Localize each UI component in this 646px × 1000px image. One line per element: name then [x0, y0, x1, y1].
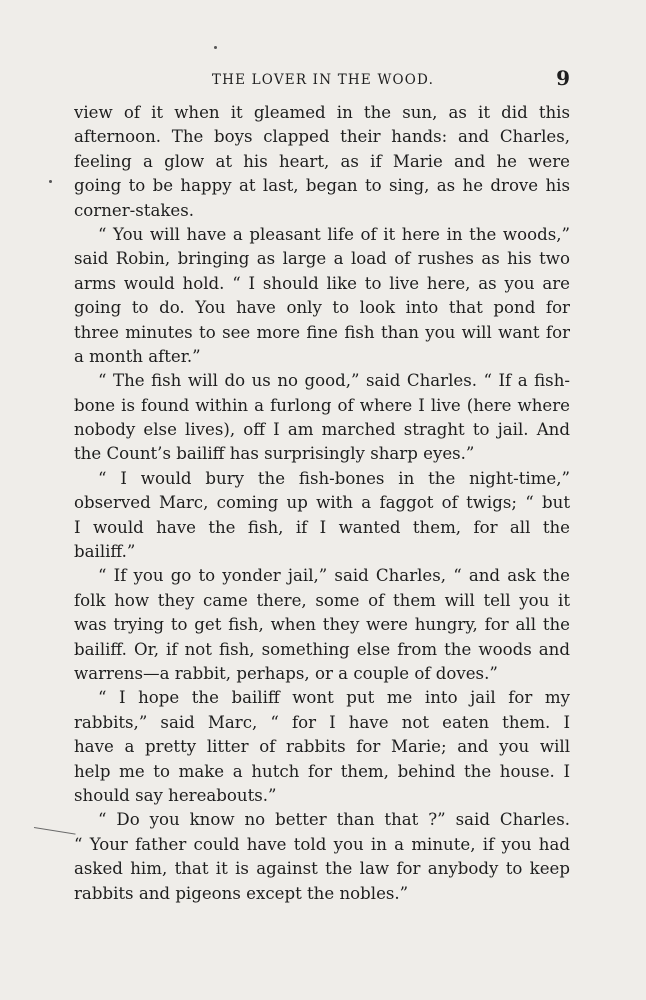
text-line: arms would hold. “ I should like to live here, as you are — [74, 273, 570, 293]
margin-pencil-stroke — [34, 827, 76, 835]
speck-margin — [49, 180, 52, 183]
text-line: warrens—a rabbit, perhaps, or a couple of doves.” — [74, 663, 498, 683]
text-line: said Robin, bringing as large a load of rushes as his two — [74, 249, 570, 269]
text-line: feeling a glow at his heart, as if Marie and he were — [74, 151, 570, 171]
text-line: the Count’s bailiff has surprisingly sharp eyes.” — [74, 444, 475, 464]
text-line: was trying to get fish, when they were hungry, for all the — [74, 615, 570, 635]
text-line: afternoon. The boys clapped their hands: and Charles, — [74, 127, 570, 147]
text-line: three minutes to see more fine fish than you will want for — [74, 322, 570, 342]
text-line: rabbits,” said Marc, “ for I have not eaten them. I — [74, 712, 570, 732]
text-line: should say hereabouts.” — [74, 785, 277, 805]
text-line: asked him, that it is against the law for anybody to keep — [74, 859, 570, 879]
text-line: help me to make a hutch for them, behind the house. I — [74, 761, 570, 781]
text-line: “ The fish will do us no good,” said Charles. “ If a fish- — [98, 371, 570, 391]
text-line: “ I would bury the fish-bones in the night-time,” — [98, 468, 570, 488]
text-line: have a pretty litter of rabbits for Marie; and you will — [74, 737, 570, 757]
text-line: “ Do you know no better than that ?” said Charles. — [98, 810, 570, 830]
text-line: going to do. You have only to look into that pond for — [74, 298, 570, 318]
text-line: “ I hope the bailiff wont put me into jail for my — [98, 688, 570, 708]
text-line: corner-stakes. — [74, 200, 195, 220]
text-line: “ Your father could have told you in a minute, if you had — [74, 834, 570, 854]
text-line: bailiff. Or, if not fish, something else from the woods and — [74, 639, 570, 659]
text-line: bone is found within a furlong of where I live (here where — [74, 395, 570, 415]
page-number: 9 — [556, 66, 570, 90]
text-line: folk how they came there, some of them will tell you it — [74, 590, 570, 610]
text-line: I would have the fish, if I wanted them, for all the — [74, 517, 570, 537]
text-line: rabbits and pigeons except the nobles.” — [74, 883, 409, 903]
text-line: view of it when it gleamed in the sun, as it did this — [74, 103, 570, 122]
speck-top — [214, 46, 217, 49]
text-line: nobody else lives), off I am marched straght to jail. And — [74, 420, 570, 440]
text-line: “ If you go to yonder jail,” said Charles, “ and ask the — [98, 566, 570, 586]
body-text — [74, 101, 570, 906]
running-head — [76, 66, 570, 90]
running-title: THE LOVER IN THE WOOD. — [211, 72, 435, 88]
text-line: bailiff.” — [74, 542, 136, 562]
text-line: observed Marc, coming up with a faggot of twigs; “ but — [74, 493, 570, 513]
text-line: going to be happy at last, began to sing, as he drove his — [74, 176, 570, 196]
text-line: a month after.” — [74, 346, 201, 366]
text-line: “ You will have a pleasant life of it here in the woods,” — [98, 224, 570, 244]
